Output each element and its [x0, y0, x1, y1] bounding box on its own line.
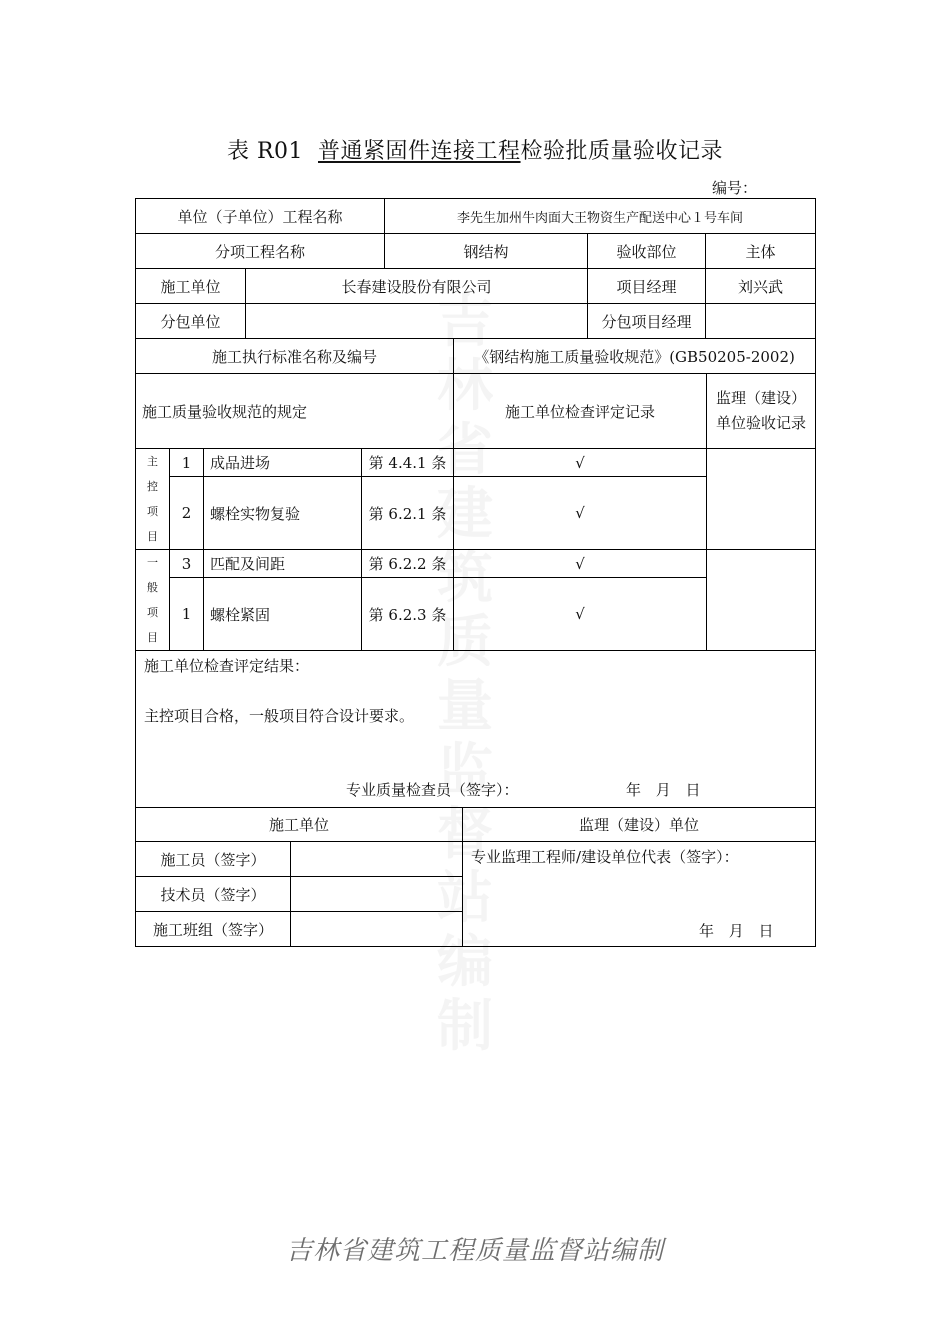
subcontractor-label: 分包单位 [136, 304, 246, 339]
standard-value: 《钢结构施工质量验收规范》(GB50205-2002) [454, 339, 816, 374]
item-check-mark: √ [454, 550, 707, 578]
contractor-header: 施工单位 [136, 808, 463, 842]
main-control-group-label: 主 控 项 目 [136, 449, 170, 550]
table-row [136, 449, 816, 477]
table-row [136, 550, 816, 578]
item-name: 成品进场 [204, 449, 362, 477]
technician-signature-field [291, 877, 463, 912]
standard-label: 施工执行标准名称及编号 [136, 339, 454, 374]
sub-manager-label: 分包项目经理 [588, 304, 706, 339]
worker-signature-label: 施工员（签字） [136, 842, 291, 877]
subcontractor-value [246, 304, 588, 339]
footer-signature: 吉林省建筑工程质量监督站编制 [285, 1236, 664, 1266]
contractor-value: 长春建设股份有限公司 [246, 269, 588, 304]
inspector-signature-label: 专业质量检查员（签字）： [346, 781, 519, 799]
supervisor-signature-label: 专业监理工程师/建设单位代表（签字）： [471, 848, 739, 866]
form-code: 表 R01 [226, 139, 304, 164]
signature-table [135, 807, 816, 947]
result-body: 主控项目合格，一般项目符合设计要求。 [144, 707, 415, 725]
main-control-supervise-cell [707, 449, 816, 550]
supervisor-signature-section [463, 842, 816, 947]
supervisor-date: 年 月 日 [699, 922, 774, 940]
result-date: 年 月 日 [626, 781, 701, 799]
item-number: 1 [170, 449, 204, 477]
general-group-label: 一 般 项 目 [136, 550, 170, 651]
form-title-suffix: 检验批质量验收记录 [520, 139, 724, 164]
unit-name-value: 李先生加州牛肉面大王物资生产配送中心１号车间 [385, 199, 816, 234]
item-check-mark: √ [454, 578, 707, 651]
supervisor-header: 监理（建设）单位 [463, 808, 816, 842]
team-signature-field [291, 912, 463, 947]
evaluation-result-section [136, 651, 816, 808]
project-manager-value: 刘兴武 [706, 269, 816, 304]
item-name: 螺栓紧固 [204, 578, 362, 651]
form-title-underlined: 普通紧固件连接工程 [318, 139, 521, 164]
check-header: 施工单位检查评定记录 [454, 374, 707, 449]
item-clause: 第 6.2.3 条 [362, 578, 454, 651]
spec-items-table [135, 338, 816, 808]
supervise-header: 监理（建设）单位验收记录 [707, 374, 816, 449]
technician-signature-label: 技术员（签字） [136, 877, 291, 912]
acceptance-part-label: 验收部位 [588, 234, 706, 269]
contractor-label: 施工单位 [136, 269, 246, 304]
acceptance-part-value: 主体 [706, 234, 816, 269]
sub-manager-value [706, 304, 816, 339]
inspection-form [135, 198, 816, 947]
item-clause: 第 6.2.2 条 [362, 550, 454, 578]
result-title: 施工单位检查评定结果： [144, 657, 310, 675]
general-supervise-cell [707, 550, 816, 651]
spec-header: 施工质量验收规范的规定 [136, 374, 454, 449]
item-check-mark: √ [454, 449, 707, 477]
item-clause: 第 4.4.1 条 [362, 449, 454, 477]
item-name: 螺栓实物复验 [204, 477, 362, 550]
subitem-label: 分项工程名称 [136, 234, 385, 269]
worker-signature-field [291, 842, 463, 877]
project-manager-label: 项目经理 [588, 269, 706, 304]
unit-name-label: 单位（子单位）工程名称 [136, 199, 385, 234]
team-signature-label: 施工班组（签字） [136, 912, 291, 947]
subitem-value: 钢结构 [385, 234, 588, 269]
project-info-table [135, 198, 816, 339]
item-name: 匹配及间距 [204, 550, 362, 578]
item-number: 1 [170, 578, 204, 651]
serial-number-label: 编号： [712, 179, 758, 197]
item-check-mark: √ [454, 477, 707, 550]
item-clause: 第 6.2.1 条 [362, 477, 454, 550]
form-title [0, 134, 950, 165]
item-number: 2 [170, 477, 204, 550]
item-number: 3 [170, 550, 204, 578]
